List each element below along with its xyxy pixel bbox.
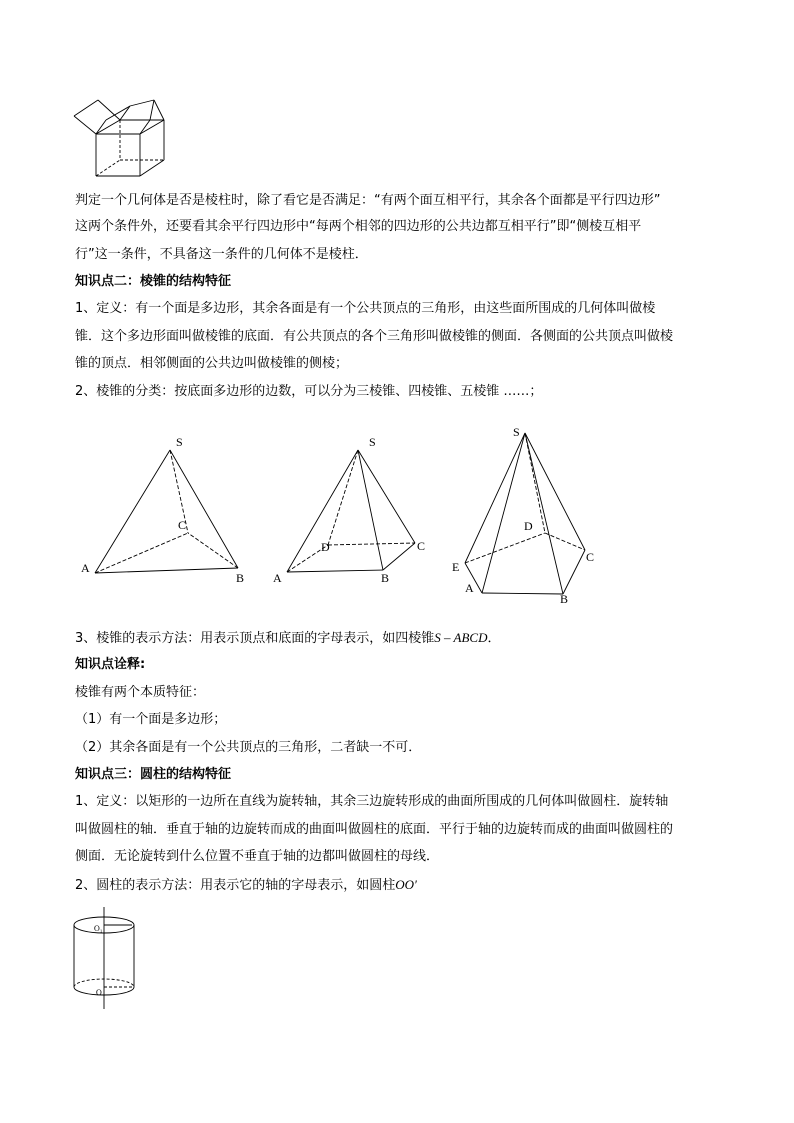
quad-label-b: B [381, 571, 390, 585]
section3-def-line1: 1、定义：以矩形的一边所在直线为旋转轴，其余三边旋转形成的曲面所围成的几何体叫做圆柱．旋转轴 [75, 794, 669, 809]
quad-label-s: S [369, 435, 376, 449]
penta-label-c: C [586, 550, 595, 564]
cylinder-notation-math: OO′ [395, 877, 417, 892]
section2-def-line2: 锥．这个多边形面叫做棱锥的底面．有公共顶点的各个三角形叫做棱锥的侧面．各侧面的公共顶点叫做棱 [75, 329, 674, 344]
cube-figure [72, 98, 172, 178]
quad-label-d: D [321, 540, 330, 554]
quad-label-a: A [273, 571, 282, 585]
pyramid-notation-math: S – ABCD [434, 630, 488, 645]
triangular-pyramid [95, 450, 238, 573]
penta-label-d: D [524, 519, 533, 533]
cube-note-line1: 判定一个几何体是否是棱柱时，除了看它是否满足：“有两个面互相平行，其余各个面都是平行四边形” [75, 193, 661, 208]
section3-def-line2: 叫做圆柱的轴．垂直于轴的边旋转而成的曲面叫做圆柱的底面．平行于轴的边旋转而成的曲面叫做圆柱的 [75, 822, 674, 837]
penta-label-e: E [452, 560, 460, 574]
explain-item1: （1）有一个面是多边形； [75, 712, 227, 727]
explain-heading: 知识点诠释: [75, 657, 146, 672]
section3-def-line3: 侧面．无论旋转到什么位置不垂直于轴的边都叫做圆柱的母线． [75, 849, 440, 864]
pentagonal-pyramid [465, 433, 585, 594]
pyramids-figure [75, 420, 615, 610]
cylinder-label-bottom: O [96, 988, 102, 997]
section2-def-line3: 锥的顶点．相邻侧面的公共边叫做棱锥的侧棱； [75, 356, 349, 371]
explain-intro: 棱锥有两个本质特征： [75, 685, 206, 700]
section2-classification: 2、棱锥的分类：按底面多边形的边数，可以分为三棱锥、四棱锥、五棱锥 ……； [75, 384, 543, 399]
tri-label-b: B [236, 571, 245, 585]
penta-label-a: A [465, 581, 474, 595]
cylinder-label-top: O₁ [94, 924, 103, 933]
section3-notation: 2、圆柱的表示方法：用表示它的轴的字母表示，如圆柱OO′ [75, 877, 417, 893]
penta-label-s: S [513, 425, 520, 439]
section2-def-line1: 1、定义：有一个面是多边形，其余各面是有一个公共顶点的三角形，由这些面所围成的几何体叫做棱 [75, 301, 656, 316]
penta-label-b: B [560, 592, 569, 606]
square-pyramid [287, 450, 415, 572]
cube-note-line2: 这两个条件外，还要看其余平行四边形中“每两个相邻的四边形的公共边都互相平行”即“侧棱互相平 [75, 219, 642, 234]
cube-note-line3: 行”这一条件，不具备这一条件的几何体不是棱柱． [75, 247, 368, 262]
section3-heading: 知识点三：圆柱的结构特征 [75, 767, 232, 782]
section2-heading: 知识点二：棱锥的结构特征 [75, 274, 232, 289]
section2-notation: 3、棱锥的表示方法：用表示顶点和底面的字母表示，如四棱锥S – ABCD． [75, 630, 501, 646]
explain-item2: （2）其余各面是有一个公共顶点的三角形，二者缺一不可． [75, 740, 422, 755]
tri-label-a: A [81, 561, 90, 575]
quad-label-c: C [417, 539, 426, 553]
tri-label-s: S [176, 435, 183, 449]
cylinder-figure [70, 905, 150, 1015]
tri-label-c: C [178, 518, 187, 532]
